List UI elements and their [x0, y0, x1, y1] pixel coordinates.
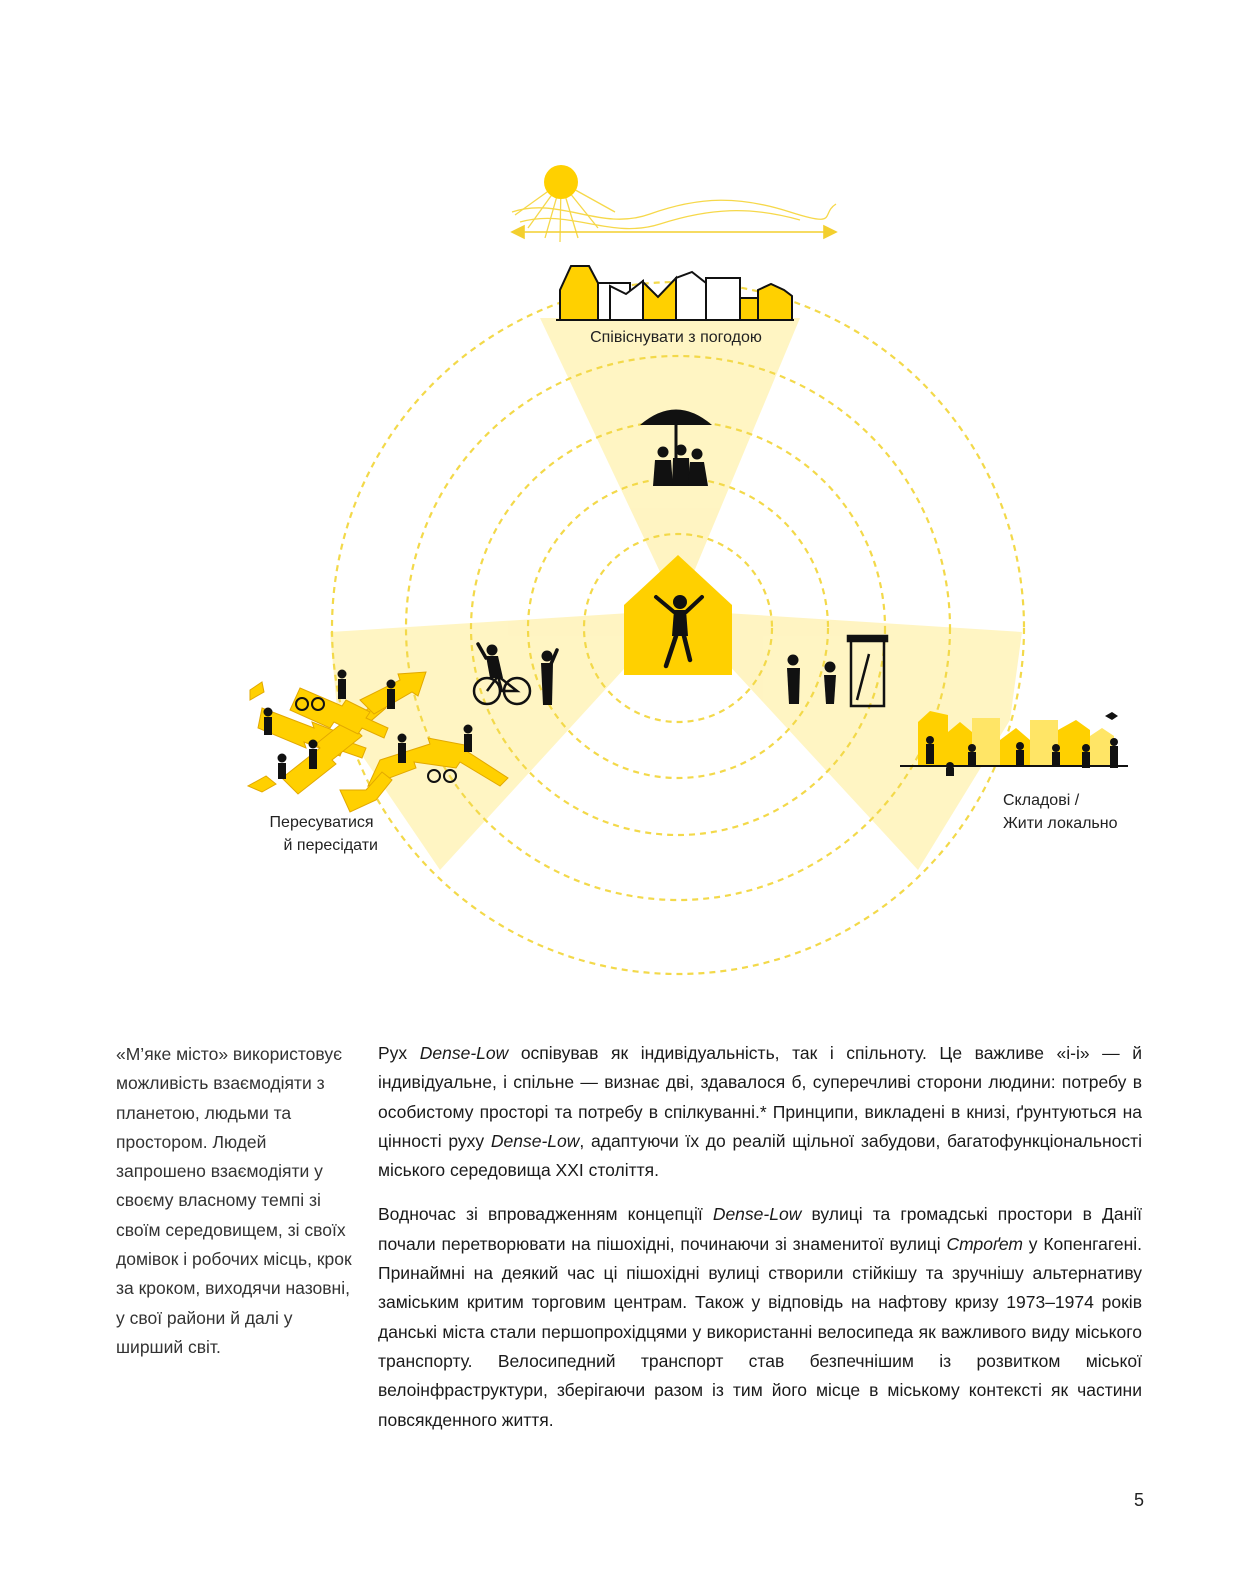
label-move-transfer-line2: й пересідати [283, 837, 378, 854]
label-move-transfer-line1: Пересуватися [269, 814, 374, 831]
label-live-local [1003, 792, 1118, 832]
label-move-transfer [270, 814, 378, 854]
sidenote-text: «М’яке місто» використовує можливість взаємодіяти з планетою, людьми та простором. Людей запрошено взаємодіяти у своєму власному темпі зі своїм середовищем, зі своїх домівок і робочих місць, крок за кроком, виходячи назовні, у свої райони й далі у ширший світ. [116, 1044, 352, 1357]
paragraph-2: Водночас зі впровадженням концепції Dense-Low вулиці та громадські простори в Данії почали перетворювати на пішохідні, починаючи зі знаменитої вулиці Строґет у Копенгагені. Принаймні на деякий час ці пішохідні вулиці створили стійкішу та зручнішу альтернативу заміським критим торговим центрам. Також у відповідь на нафтову кризу 1973–1974 років данські міста стали першопрохідцями у використанні велосипеда як важливого виду міського транспорту. Велосипедний транспорт став безпечнішим із розвитком міської велоінфраструктури, зберігаючи разом із тим його місце в міському контексті як частини повсякденного життя. [378, 1204, 1142, 1430]
paragraph-1: Рух Dense-Low оспівував як індивідуальність, так і спільноту. Це важливе «і-і» — й індивідуальне, і спільне — визнає дві, здавалося б, суперечливі сторони людини: потребу в особистому просторі та потребу в спілкуванні.* Принципи, викладені в книзі, ґрунтуються на цінності руху Dense-Low, адаптуючи їх до реалій щільної забудови, багатофункціональності міського середовища XXI століття. [378, 1043, 1142, 1181]
central-house-icon [624, 555, 732, 675]
sidenote [116, 1040, 356, 1362]
sun-icon [512, 165, 836, 242]
page-number: 5 [1133, 1490, 1144, 1510]
bird-icon [1105, 712, 1118, 720]
roofline-houses-icon [556, 266, 794, 320]
label-live-local-line2: Жити локально [1003, 815, 1118, 832]
label-live-local-line1: Складові / [1003, 792, 1080, 809]
town-skyline-icon [900, 711, 1128, 776]
label-coexist-weather: Співіснувати з погодою [590, 329, 762, 346]
main-text [378, 1039, 1142, 1450]
